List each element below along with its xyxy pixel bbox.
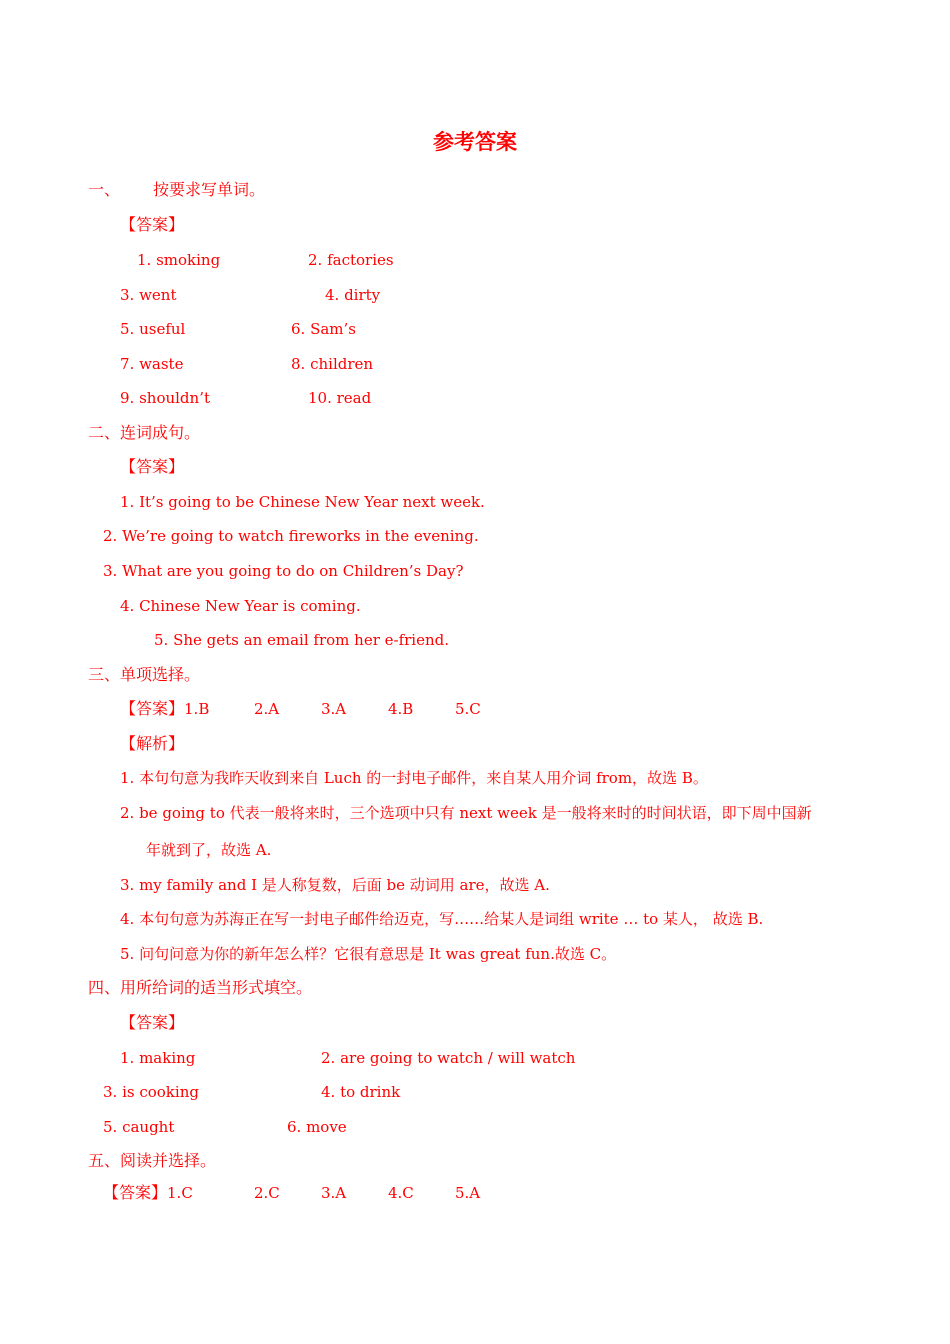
answer-sentence: 2. We’re going to watch fireworks in the evening. — [103, 527, 479, 545]
answer-item: 3. went — [120, 286, 177, 304]
answer-item: 10. read — [308, 389, 372, 407]
answer-item: 1. making — [120, 1049, 196, 1067]
analysis-line: 3. my family and I 是人称复数，后面 be 动词用 are，故选 A. — [120, 876, 550, 894]
answer-choice: 1.B — [184, 700, 210, 718]
answer-item: 9. shouldn’t — [120, 389, 210, 407]
section-5-answer-row — [103, 1183, 193, 1203]
section-4-answer-label: 【答案】 — [120, 1013, 185, 1032]
answer-choice: 3.A — [321, 1184, 347, 1202]
answer-choice: 5.C — [455, 700, 481, 718]
answer-item: 5. useful — [120, 320, 186, 338]
page-title: 参考答案 — [433, 130, 517, 154]
answer-sentence: 5. She gets an email from her e-friend. — [154, 631, 450, 649]
section-3-answer-row — [120, 699, 209, 719]
section-1-answer-label: 【答案】 — [120, 215, 185, 234]
analysis-line: 1. 本句句意为我昨天收到来自 Luch 的一封电子邮件，来自某人用介词 from，故选 B。 — [120, 769, 708, 787]
answer-choice: 5.A — [455, 1184, 481, 1202]
answer-item: 2. are going to watch / will watch — [321, 1049, 576, 1067]
answer-item: 4. to drink — [321, 1083, 401, 1101]
section-1-heading: 按要求写单词。 — [153, 180, 266, 199]
answer-item: 5. caught — [103, 1118, 175, 1136]
answer-item: 7. waste — [120, 355, 184, 373]
answer-choice: 3.A — [321, 700, 347, 718]
analysis-line: 5. 问句问意为你的新年怎么样？它很有意思是 It was great fun.故选 C。 — [120, 945, 617, 963]
analysis-line: 年就到了，故选 A. — [146, 841, 272, 859]
answer-item: 3. is cooking — [103, 1083, 199, 1101]
answer-choice: 2.A — [254, 700, 280, 718]
section-3-heading: 三、单项选择。 — [88, 665, 201, 684]
answer-sentence: 4. Chinese New Year is coming. — [120, 597, 361, 615]
answer-item: 4. dirty — [325, 286, 381, 304]
section-2-answer-label: 【答案】 — [120, 457, 185, 476]
section-2-heading: 二、连词成句。 — [88, 423, 201, 442]
section-3-answer-label: 【答案】 — [120, 699, 185, 718]
answer-choice: 1.C — [167, 1184, 193, 1202]
answer-sentence: 1. It’s going to be Chinese New Year next week. — [120, 493, 485, 511]
section-1-number: 一、 — [88, 180, 121, 199]
analysis-line: 2. be going to 代表一般将来时，三个选项中只有 next week 是一般将来时的时间状语，即下周中国新 — [120, 804, 812, 822]
answer-item: 2. factories — [308, 251, 394, 269]
answer-sentence: 3. What are you going to do on Children’s Day? — [103, 562, 464, 580]
answer-choice: 4.B — [388, 700, 414, 718]
answer-choice: 4.C — [388, 1184, 414, 1202]
section-3-analysis-label: 【解析】 — [120, 734, 185, 753]
answer-item: 1. smoking — [137, 251, 221, 269]
section-5-answer-label: 【答案】 — [103, 1183, 168, 1202]
answer-item: 6. move — [287, 1118, 347, 1136]
section-5-heading: 五、阅读并选择。 — [88, 1151, 217, 1170]
answer-item: 8. children — [291, 355, 374, 373]
section-4-heading: 四、用所给词的适当形式填空。 — [88, 978, 313, 997]
answer-choice: 2.C — [254, 1184, 280, 1202]
answer-item: 6. Sam’s — [291, 320, 356, 338]
analysis-line: 4. 本句句意为苏海正在写一封电子邮件给迈克，写……给某人是词组 write … to 某人， 故选 B. — [120, 910, 764, 928]
